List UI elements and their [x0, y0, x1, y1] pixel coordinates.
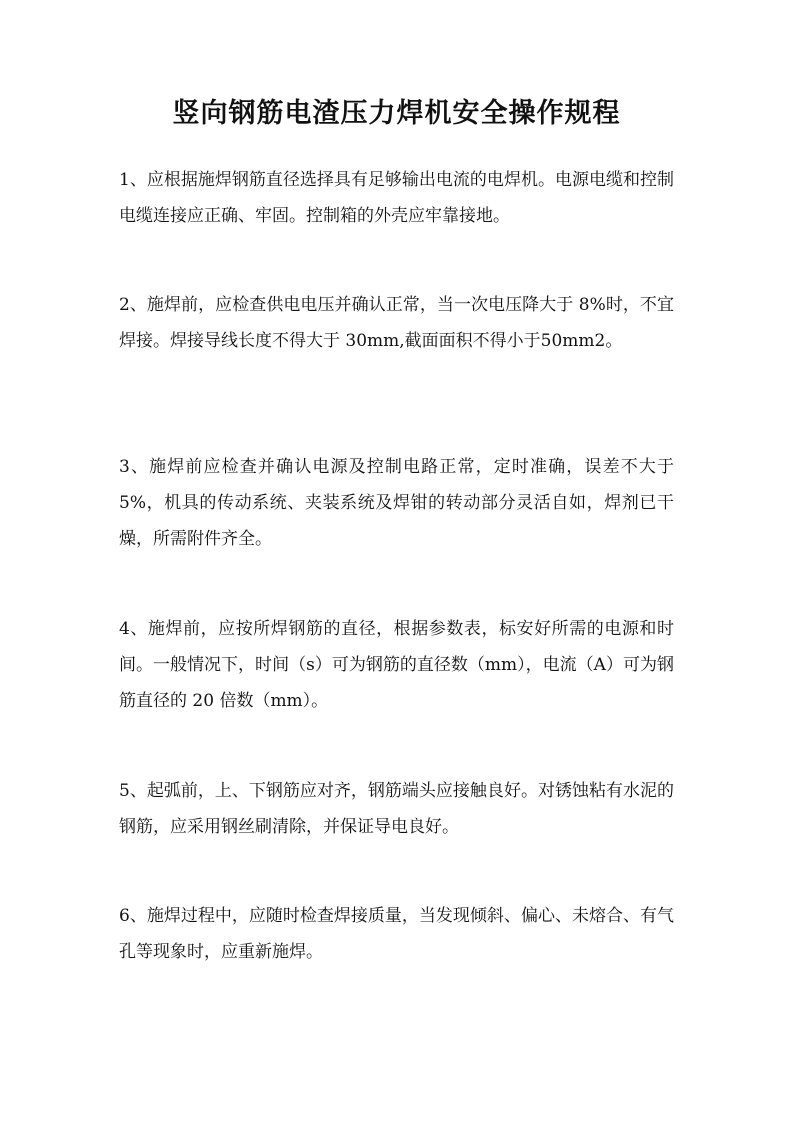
- paragraph-5: 5、起弧前，上、下钢筋应对齐，钢筋端头应接触良好。对锈蚀粘有水泥的钢筋，应采用钢丝刷清除，并保证导电良好。: [119, 781, 674, 837]
- paragraph-4: 4、施焊前，应按所焊钢筋的直径，根据参数表，标安好所需的电源和时间。一般情况下，时间（s）可为钢筋的直径数（mm），电流（A）可为钢筋直径的 20 倍数（mm）。: [119, 619, 674, 711]
- paragraph-6: 6、施焊过程中，应随时检查焊接质量，当发现倾斜、偏心、未熔合、有气孔等现象时，应重新施焊。: [119, 906, 674, 962]
- paragraph-3: 3、施焊前应检查并确认电源及控制电路正常，定时准确，误差不大于 5%，机具的传动系统、夹装系统及焊钳的转动部分灵活自如，焊剂已干燥，所需附件齐全。: [119, 457, 674, 549]
- document-title: 竖向钢筋电渣压力焊机安全操作规程: [172, 98, 621, 129]
- paragraph-2: 2、施焊前，应检查供电电压并确认正常，当一次电压降大于 8%时，不宜焊接。焊接导线长度不得大于 30mm,截面面积不得小于50mm2。: [119, 295, 674, 351]
- paragraph-1: 1、应根据施焊钢筋直径选择具有足够输出电流的电焊机。电源电缆和控制电缆连接应正确、牢固。控制箱的外壳应牢靠接地。: [119, 170, 674, 226]
